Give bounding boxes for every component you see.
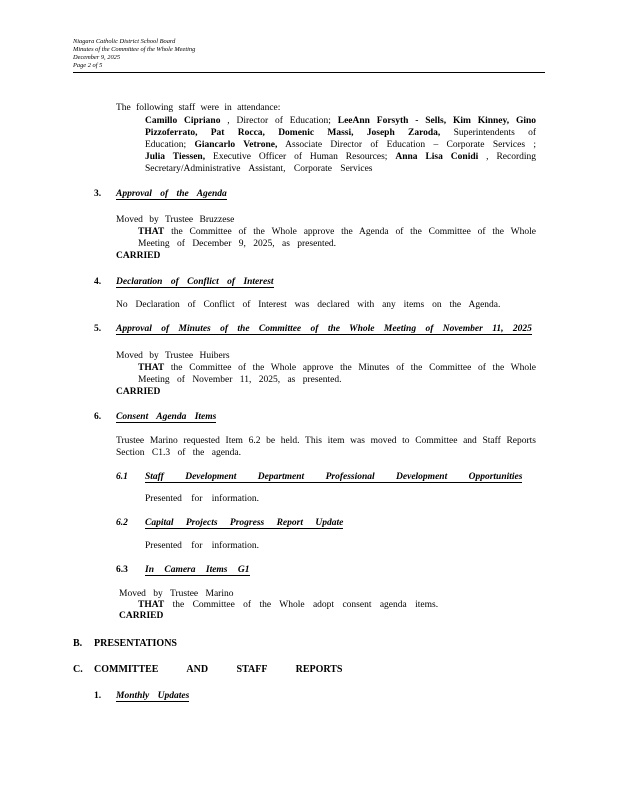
item-6-2-number: 6.2 — [116, 518, 128, 528]
item-3-carried: CARRIED — [116, 251, 161, 261]
item-c1-title: Monthly Updates — [116, 691, 190, 701]
motion-text: the Committee of the Whole approve the Minutes of the Committee of the Whole — [170, 363, 536, 373]
item-4-number: 4. — [94, 277, 102, 287]
item-6-1-text: Presented for information. — [145, 494, 259, 504]
section-c-title: COMMITTEE AND STAFF REPORTS — [94, 664, 343, 675]
item-3-moved: Moved by Trustee Bruzzese — [116, 215, 235, 225]
item-6-2-text: Presented for information. — [145, 541, 259, 551]
attendance-line-3 — [145, 140, 536, 150]
item-3-title: Approval of the Agenda — [116, 189, 227, 199]
item-6-1-title: Staff Development Department Professional Development Opportunities — [145, 472, 523, 482]
header-date: December 9, 2025 — [73, 54, 121, 61]
item-6-3-number: 6.3 — [116, 565, 128, 575]
item-4-title: Declaration of Conflict of Interest — [116, 277, 274, 287]
attendee-role: Executive Officer of Human Resources; — [213, 152, 388, 162]
attendee-name: Pizzoferrato, Pat Rocca, Domenic Massi, Joseph Zaroda, — [145, 128, 441, 138]
attendee-name: Camillo Cipriano — [145, 116, 221, 126]
item-3-motion-line-2: Meeting of December 9, 2025, as presented. — [138, 239, 337, 249]
item-6-number: 6. — [94, 412, 102, 422]
item-6-1-number: 6.1 — [116, 472, 128, 482]
attendee-role: Education; — [145, 140, 187, 150]
attendee-role: , Recording — [486, 152, 537, 162]
motion-text: the Committee of the Whole adopt consent agenda items. — [172, 600, 439, 610]
header-board-name: Niagara Catholic District School Board — [73, 38, 176, 45]
attendance-line-5: Secretary/Administrative Assistant, Corporate Services — [145, 164, 373, 174]
item-3-number: 3. — [94, 189, 102, 199]
attendance-line-2 — [145, 128, 536, 138]
item-5-motion-line-2: Meeting of November 11, 2025, as presented. — [138, 375, 342, 385]
item-5-carried: CARRIED — [116, 387, 161, 397]
attendee-name: Anna Lisa Conidi — [395, 152, 479, 162]
item-6-text-line-2: Section C1.3 of the agenda. — [116, 448, 242, 458]
attendee-name: LeeAnn Forsyth - Sells, Kim Kinney, Gino — [337, 116, 537, 126]
item-6-2-title: Capital Projects Progress Report Update — [145, 518, 344, 528]
attendee-role: Associate Director of Education – Corporate Services ; — [285, 140, 536, 150]
header-minutes-title: Minutes of the Committee of the Whole Meeting — [73, 46, 196, 53]
attendee-name: Giancarlo Vetrone, — [194, 140, 278, 150]
item-6-title: Consent Agenda Items — [116, 412, 217, 422]
that-keyword: THAT — [138, 227, 165, 237]
item-5-moved: Moved by Trustee Huibers — [116, 351, 230, 361]
section-c-letter: C. — [73, 664, 83, 675]
item-6-moved: Moved by Trustee Marino — [119, 589, 234, 599]
item-5-number: 5. — [94, 324, 102, 334]
that-keyword: THAT — [138, 600, 165, 610]
item-5-title: Approval of Minutes of the Committee of the Whole Meeting of November 11, 2025 — [116, 324, 532, 334]
section-b-title: PRESENTATIONS — [94, 638, 177, 649]
item-6-text-line-1: Trustee Marino requested Item 6.2 be held. This item was moved to Committee and Staff Reports — [116, 436, 536, 446]
attendee-role: , Director of Education; — [227, 116, 331, 126]
that-keyword: THAT — [138, 363, 165, 373]
attendance-line-1 — [145, 116, 536, 126]
item-6-motion — [138, 600, 438, 610]
section-b-letter: B. — [73, 638, 83, 649]
header-page-number: Page 2 of 5 — [73, 62, 103, 69]
attendee-name: Julia Tiessen, — [145, 152, 206, 162]
attendee-role: Superintendents of — [453, 128, 536, 138]
item-6-carried: CARRIED — [119, 611, 164, 621]
item-6-3-title: In Camera Items G1 — [145, 565, 250, 575]
header-rule — [73, 72, 545, 73]
motion-text: the Committee of the Whole approve the Agenda of the Committee of the Whole — [171, 227, 537, 237]
attendance-intro: The following staff were in attendance: — [116, 103, 281, 113]
attendance-line-4 — [145, 152, 536, 162]
item-c1-number: 1. — [94, 691, 102, 701]
item-5-motion-line-1 — [138, 363, 536, 373]
item-4-text: No Declaration of Conflict of Interest was declared with any items on the Agenda. — [116, 300, 501, 310]
item-3-motion-line-1 — [138, 227, 536, 237]
